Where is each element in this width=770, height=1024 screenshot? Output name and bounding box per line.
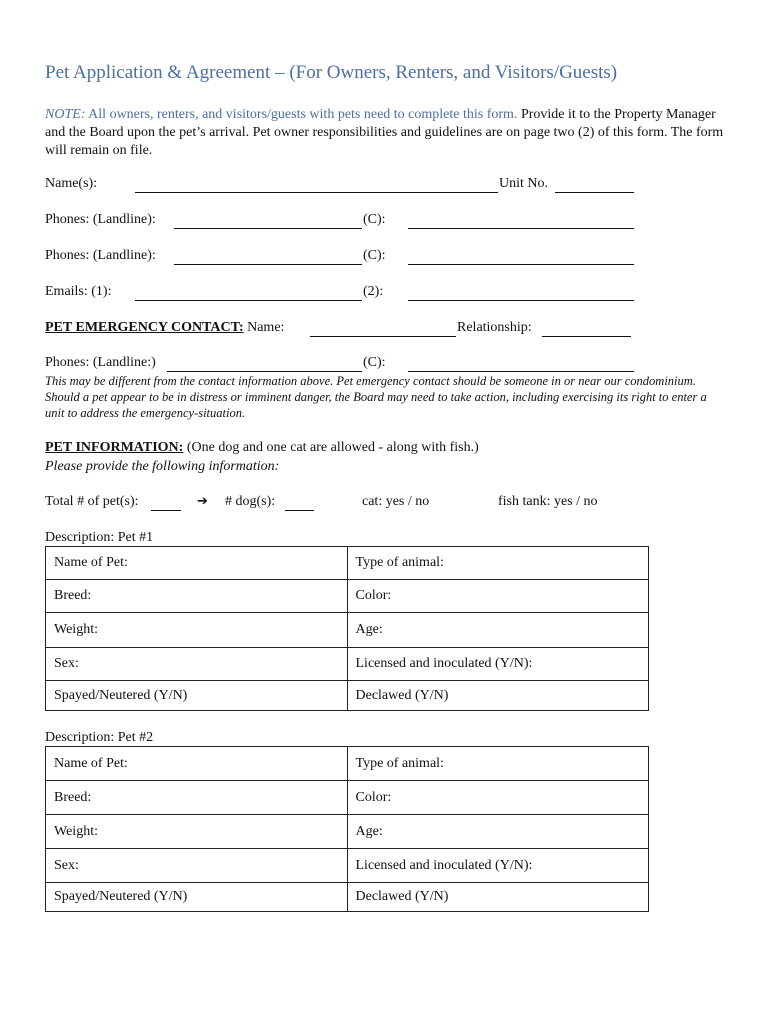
dogs-field[interactable] xyxy=(285,510,314,511)
note-blue-text: All owners, renters, and visitors/guests with pets need to complete this form. xyxy=(85,107,518,122)
note-paragraph xyxy=(45,106,725,160)
unit-field[interactable] xyxy=(555,192,634,193)
phones-label-1: Phones: (Landline): xyxy=(45,212,156,227)
pet-info-heading-note: (One dog and one cat are allowed - along with fish.) xyxy=(183,440,479,455)
relationship-field[interactable] xyxy=(542,336,631,337)
unit-label: Unit No. xyxy=(499,176,548,191)
weight-cell[interactable]: Weight: xyxy=(46,613,348,648)
breed-cell[interactable]: Breed: xyxy=(46,781,348,815)
emails-row xyxy=(45,284,645,304)
landline-field-1[interactable] xyxy=(174,228,362,229)
phones-row-1 xyxy=(45,212,645,232)
pet-info-heading: PET INFORMATION: xyxy=(45,440,184,455)
emergency-note: This may be different from the contact information above. Pet emergency contact should be someone in or near our condominium. Should a pet appear to be in distress or imminent danger, the Board may need to take action, including exercising its right to enter a unit to address the emergency-situation. xyxy=(45,374,707,420)
cat-choice[interactable]: cat: yes / no xyxy=(362,494,430,509)
table-row xyxy=(46,648,649,681)
form-title: Pet Application & Agreement – (For Owners, Renters, and Visitors/Guests) xyxy=(45,62,618,83)
sex-cell[interactable]: Sex: xyxy=(46,849,348,883)
cell-field-2[interactable] xyxy=(408,264,634,265)
note-rest-text: Provide it to the Property Manager and the Board upon the pet’s arrival. Pet owner responsibilities and guidelines are on page two (2) of this form. The form will remain on file. xyxy=(45,107,724,158)
table-row xyxy=(46,547,649,580)
pet-name-cell[interactable]: Name of Pet: xyxy=(46,747,348,781)
declawed-cell[interactable]: Declawed (Y/N) xyxy=(347,883,649,912)
names-field[interactable] xyxy=(135,192,498,193)
dogs-label: # dog(s): xyxy=(225,494,276,509)
pet-2-title: Description: Pet #2 xyxy=(45,730,154,745)
emergency-cell-label: (C): xyxy=(363,355,386,370)
email-2-field[interactable] xyxy=(408,300,634,301)
emergency-heading: PET EMERGENCY CONTACT: xyxy=(45,320,244,335)
emergency-phones-row xyxy=(45,355,645,375)
pet-2-table xyxy=(45,746,649,912)
emails-label: Emails: (1): xyxy=(45,284,112,299)
emergency-contact-row xyxy=(45,320,645,340)
relationship-label: Relationship: xyxy=(457,320,532,335)
table-row xyxy=(46,883,649,912)
emergency-cell-field[interactable] xyxy=(408,371,634,372)
cell-label-1: (C): xyxy=(363,212,386,227)
email-2-label: (2): xyxy=(363,284,384,299)
cell-label-2: (C): xyxy=(363,248,386,263)
fish-tank-choice[interactable]: fish tank: yes / no xyxy=(498,494,598,509)
breed-cell[interactable]: Breed: xyxy=(46,580,348,613)
landline-field-2[interactable] xyxy=(174,264,362,265)
pet-totals-row xyxy=(45,494,665,514)
pet-info-heading-line xyxy=(45,440,479,456)
pet-info-subheading: Please provide the following information: xyxy=(45,459,280,474)
note-label: NOTE: xyxy=(45,107,86,122)
cell-field-1[interactable] xyxy=(408,228,634,229)
weight-cell[interactable]: Weight: xyxy=(46,815,348,849)
total-pets-field[interactable] xyxy=(151,510,181,511)
age-cell[interactable]: Age: xyxy=(347,613,649,648)
phones-row-2 xyxy=(45,248,645,268)
total-pets-label: Total # of pet(s): xyxy=(45,494,139,509)
color-cell[interactable]: Color: xyxy=(347,781,649,815)
email-1-field[interactable] xyxy=(135,300,362,301)
arrow-right-icon: ➔ xyxy=(197,494,208,509)
licensed-cell[interactable]: Licensed and inoculated (Y/N): xyxy=(347,849,649,883)
animal-type-cell[interactable]: Type of animal: xyxy=(347,747,649,781)
table-row xyxy=(46,580,649,613)
emergency-landline-field[interactable] xyxy=(167,371,362,372)
table-row xyxy=(46,815,649,849)
sex-cell[interactable]: Sex: xyxy=(46,648,348,681)
emergency-phones-label: Phones: (Landline:) xyxy=(45,355,156,370)
table-row xyxy=(46,781,649,815)
spayed-cell[interactable]: Spayed/Neutered (Y/N) xyxy=(46,681,348,711)
age-cell[interactable]: Age: xyxy=(347,815,649,849)
phones-label-2: Phones: (Landline): xyxy=(45,248,156,263)
table-row xyxy=(46,849,649,883)
declawed-cell[interactable]: Declawed (Y/N) xyxy=(347,681,649,711)
pet-1-title: Description: Pet #1 xyxy=(45,530,154,545)
pet-name-cell[interactable]: Name of Pet: xyxy=(46,547,348,580)
animal-type-cell[interactable]: Type of animal: xyxy=(347,547,649,580)
licensed-cell[interactable]: Licensed and inoculated (Y/N): xyxy=(347,648,649,681)
emergency-name-field[interactable] xyxy=(310,336,456,337)
table-row xyxy=(46,747,649,781)
table-row xyxy=(46,613,649,648)
pet-1-table xyxy=(45,546,649,711)
emergency-name-label: Name: xyxy=(243,320,285,335)
spayed-cell[interactable]: Spayed/Neutered (Y/N) xyxy=(46,883,348,912)
names-row xyxy=(45,176,645,196)
color-cell[interactable]: Color: xyxy=(347,580,649,613)
emergency-heading-wrap xyxy=(45,320,284,336)
names-label: Name(s): xyxy=(45,176,98,191)
table-row xyxy=(46,681,649,711)
